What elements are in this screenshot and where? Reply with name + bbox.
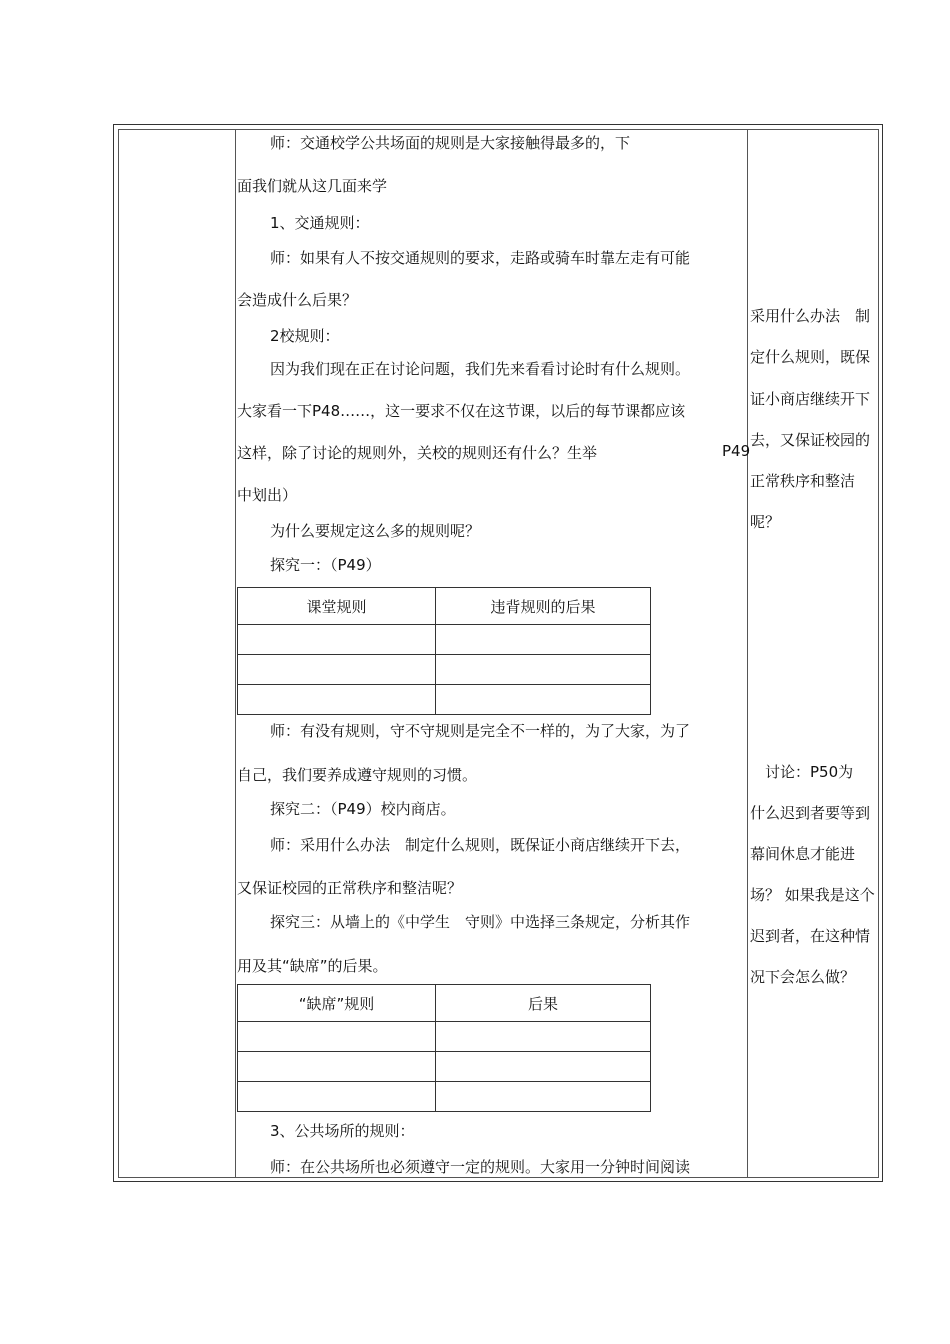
classroom-rules-table bbox=[237, 587, 651, 715]
text-line: 3、公共场所的规则： bbox=[270, 1122, 415, 1140]
side-note-line: 定什么规则，既保 bbox=[750, 348, 871, 366]
column-divider-right bbox=[747, 129, 748, 1178]
table-row bbox=[238, 1082, 651, 1112]
table-cell bbox=[238, 685, 436, 715]
table-header-cell: 课堂规则 bbox=[238, 588, 436, 625]
text-line: 师：交通校学公共场面的规则是大家接触得最多的，下 bbox=[270, 134, 631, 152]
text-line: 师：如果有人不按交通规则的要求，走路或骑车时靠左走有可能 bbox=[270, 249, 691, 267]
table-cell bbox=[436, 1022, 651, 1052]
table-cell bbox=[238, 655, 436, 685]
text-line: 又保证校园的正常秩序和整洁呢？ bbox=[237, 879, 463, 897]
side-note-line: 证小商店继续开下 bbox=[750, 390, 871, 408]
table-cell bbox=[238, 1022, 436, 1052]
table-cell bbox=[238, 625, 436, 655]
text-line: 面我们就从这几面来学 bbox=[237, 177, 388, 195]
table-cell bbox=[436, 655, 651, 685]
text-line: 这样，除了讨论的规则外，关校的规则还有什么？生举 bbox=[237, 444, 598, 462]
side-note-line: 讨论：P50为 bbox=[750, 763, 854, 781]
column-divider-left bbox=[235, 129, 236, 1178]
absence-rules-table bbox=[237, 984, 651, 1112]
side-note-line: 去，又保证校园的 bbox=[750, 431, 871, 449]
text-line: 大家看一下P48……，这一要求不仅在这节课，以后的每节课都应该 bbox=[237, 402, 686, 420]
side-note-line: 迟到者，在这种情 bbox=[750, 927, 871, 945]
table-cell bbox=[436, 1082, 651, 1112]
side-note-line: 况下会怎么做？ bbox=[750, 968, 856, 986]
text-line: 自己，我们要养成遵守规则的习惯。 bbox=[237, 766, 478, 784]
text-line: 用及其“缺席”的后果。 bbox=[237, 957, 388, 975]
text-line: 2校规则： bbox=[270, 327, 340, 345]
table-cell bbox=[436, 685, 651, 715]
table-cell bbox=[238, 1082, 436, 1112]
text-line: 探究三：从墙上的《中学生 守则》中选择三条规定，分析其作 bbox=[270, 913, 691, 931]
page-ref-label: P49 bbox=[722, 442, 751, 460]
table-row bbox=[238, 685, 651, 715]
side-note-line: 正常秩序和整洁 bbox=[750, 472, 856, 490]
text-line: 师：在公共场所也必须遵守一定的规则。大家用一分钟时间阅读 bbox=[270, 1158, 691, 1176]
text-line: 因为我们现在正在讨论问题，我们先来看看讨论时有什么规则。 bbox=[270, 360, 691, 378]
text-line: 1、交通规则： bbox=[270, 214, 370, 232]
table-header-cell: “缺席”规则 bbox=[238, 985, 436, 1022]
text-line: 师：有没有规则，守不守规则是完全不一样的，为了大家，为了 bbox=[270, 722, 691, 740]
side-note-line: 幕间休息才能进 bbox=[750, 845, 856, 863]
text-line: 会造成什么后果？ bbox=[237, 291, 358, 309]
side-note-line: 什么迟到者要等到 bbox=[750, 804, 871, 822]
text-line: 探究一：（P49） bbox=[270, 556, 381, 574]
table-cell bbox=[436, 625, 651, 655]
table-row bbox=[238, 1052, 651, 1082]
table-row bbox=[238, 1022, 651, 1052]
table-header-cell: 后果 bbox=[436, 985, 651, 1022]
table-header-cell: 违背规则的后果 bbox=[436, 588, 651, 625]
table-cell bbox=[238, 1052, 436, 1082]
text-line: 中划出） bbox=[237, 486, 298, 504]
text-line: 师：采用什么办法 制定什么规则，既保证小商店继续开下去， bbox=[270, 836, 691, 854]
text-line: 为什么要规定这么多的规则呢？ bbox=[270, 522, 481, 540]
side-note-line: 呢？ bbox=[750, 513, 781, 531]
side-note-line: 场？ 如果我是这个 bbox=[750, 886, 875, 904]
table-row bbox=[238, 625, 651, 655]
table-row bbox=[238, 655, 651, 685]
table-cell bbox=[436, 1052, 651, 1082]
side-note-line: 采用什么办法 制 bbox=[750, 307, 871, 325]
text-line: 探究二：（P49）校内商店。 bbox=[270, 800, 456, 818]
